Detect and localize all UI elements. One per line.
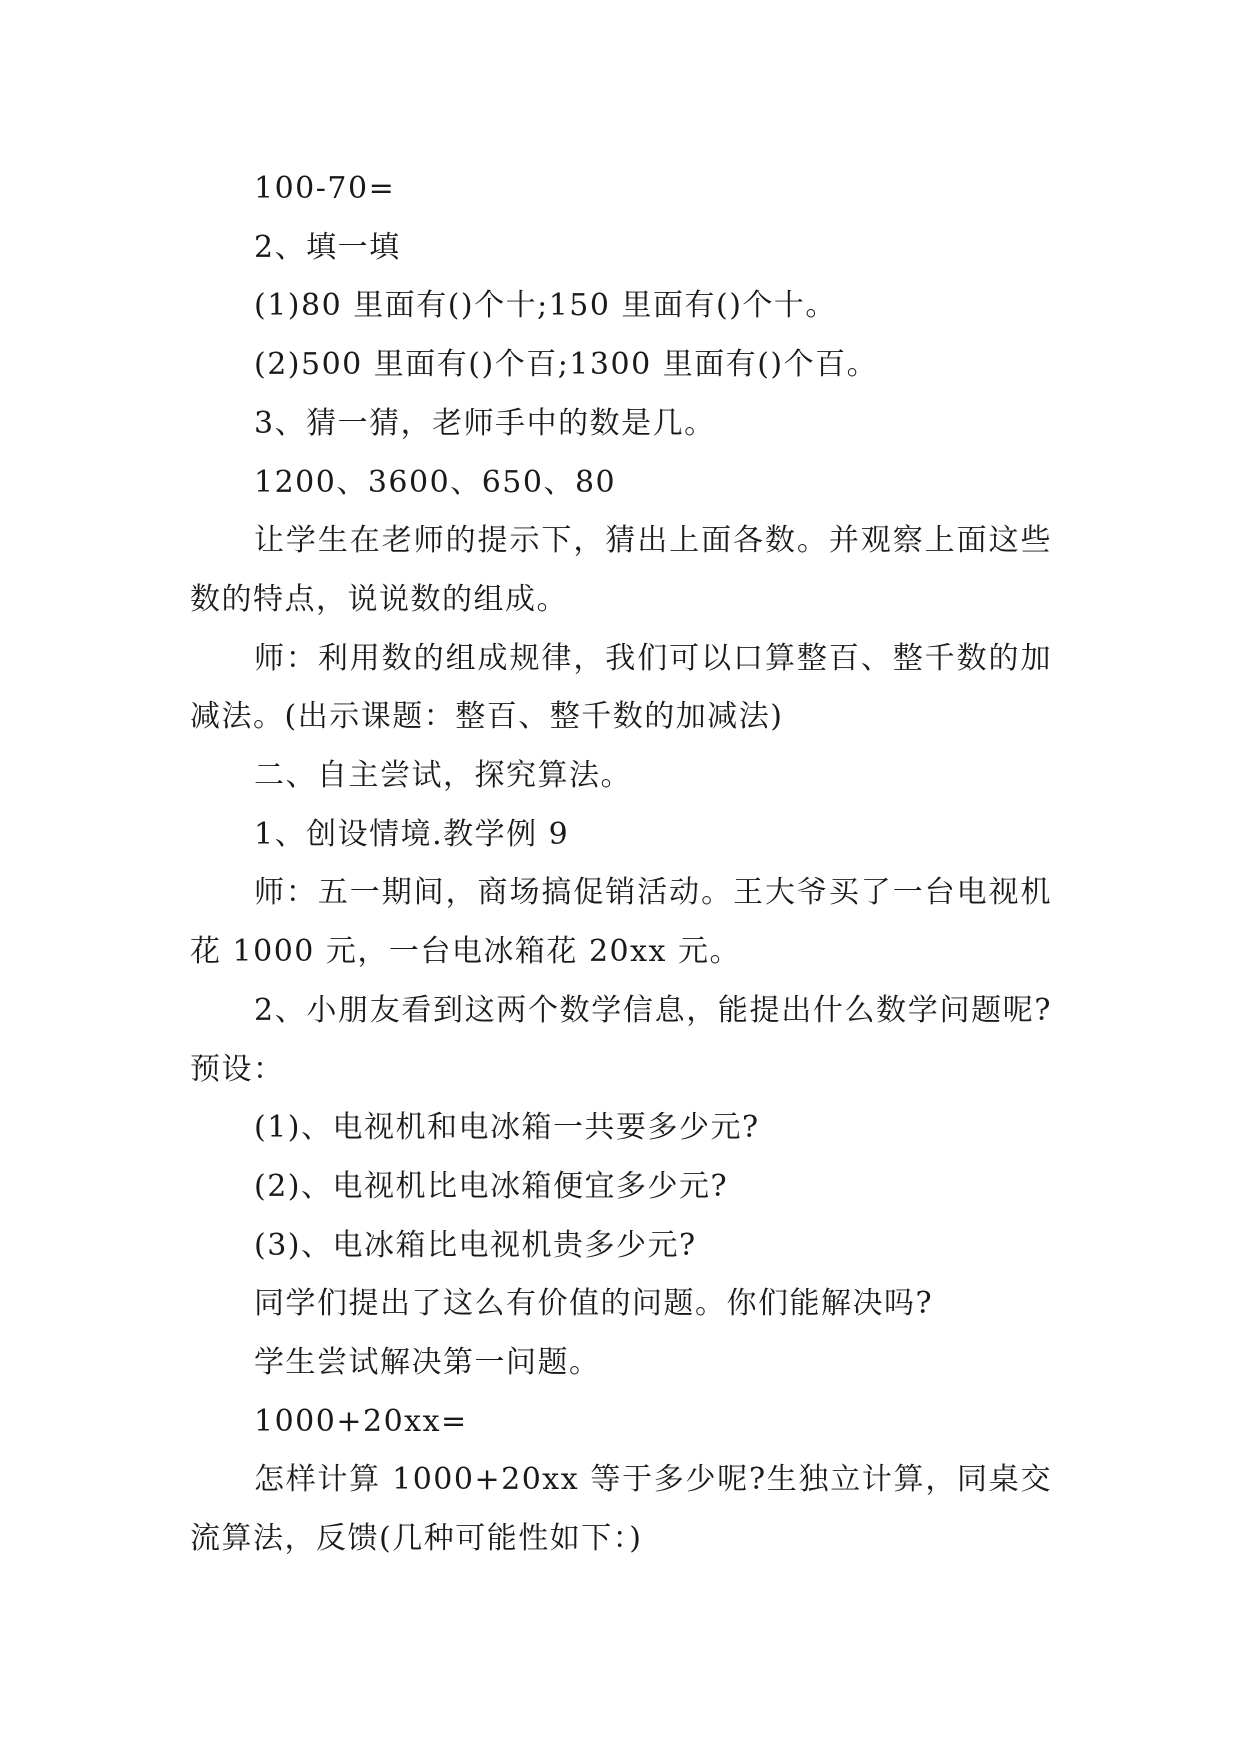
paragraph-16: 同学们提出了这么有价值的问题。你们能解决吗? xyxy=(254,1286,934,1322)
document-body xyxy=(190,160,1052,1569)
paragraph-5: 3、猜一猜，老师手中的数是几。 xyxy=(254,405,716,441)
paragraph-14: (2)、电视机比电冰箱便宜多少元? xyxy=(254,1168,729,1204)
paragraph-10: 1、创设情境.教学例 9 xyxy=(254,816,570,852)
paragraph-2: 2、填一填 xyxy=(254,229,401,265)
paragraph-12: 2、小朋友看到这两个数学信息，能提出什么数学问题呢?预设： xyxy=(190,992,1052,1087)
paragraph-15: (3)、电冰箱比电视机贵多少元? xyxy=(254,1227,697,1263)
paragraph-7: 让学生在老师的提示下，猜出上面各数。并观察上面这些数的特点，说说数的组成。 xyxy=(190,523,1052,617)
paragraph-6: 1200、3600、650、80 xyxy=(254,464,617,500)
paragraph-18: 1000+20xx= xyxy=(254,1403,468,1439)
paragraph-3: (1)80 里面有()个十;150 里面有()个十。 xyxy=(254,288,837,324)
paragraph-17: 学生尝试解决第一问题。 xyxy=(254,1345,601,1381)
paragraph-13: (1)、电视机和电冰箱一共要多少元? xyxy=(254,1110,760,1146)
paragraph-19: 怎样计算 1000+20xx 等于多少呢?生独立计算，同桌交流算法，反馈(几种可能性如下：) xyxy=(190,1462,1052,1557)
paragraph-1: 100-70= xyxy=(254,171,396,206)
paragraph-8: 师：利用数的组成规律，我们可以口算整百、整千数的加减法。(出示课题：整百、整千数的加减法) xyxy=(190,640,1052,735)
paragraph-9: 二、自主尝试，探究算法。 xyxy=(254,758,632,794)
paragraph-4: (2)500 里面有()个百;1300 里面有()个百。 xyxy=(254,347,879,383)
paragraph-11: 师：五一期间，商场搞促销活动。王大爷买了一台电视机花 1000 元，一台电冰箱花 20xx 元。 xyxy=(190,875,1052,970)
